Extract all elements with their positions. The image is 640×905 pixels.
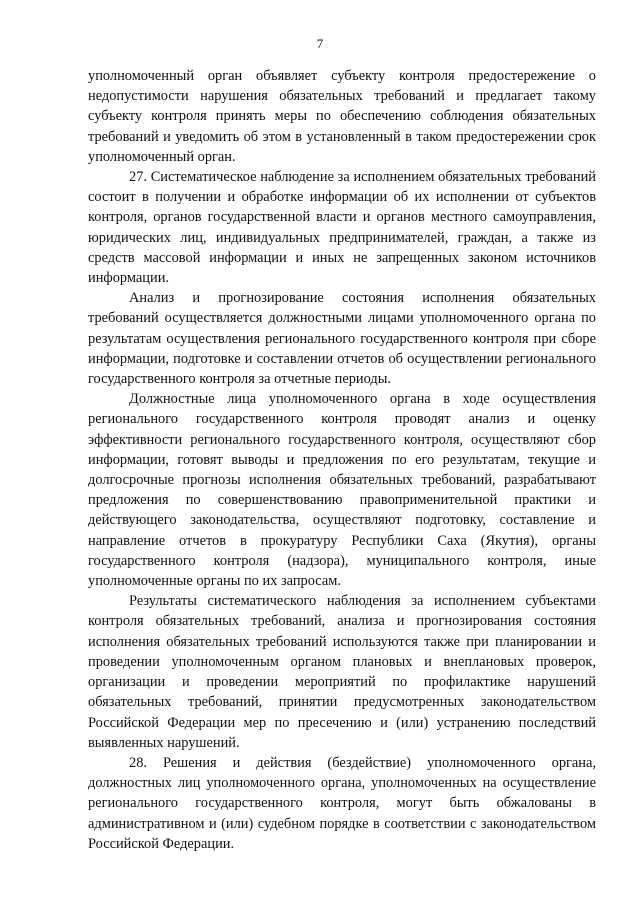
paragraph-analysis: Анализ и прогнозирование состояния исполнения обязательных требований осуществляется должностными лицами уполномоченного органа по результатам осуществления регионального государственного контроля при сборе информации, подготовке и составлении отчетов об осуществлении регионального государственного контроля за отчетные периоды. (88, 290, 596, 388)
document-body (88, 66, 596, 854)
paragraph-continuation: уполномоченный орган объявляет субъекту контроля предостережение о недопустимости нарушения обязательных требований и предлагает такому субъекту контроля принять меры по обеспечению соблюдения обязательных требований и уведомить об этом в установленный в таком предостережении срок уполномоченный орган. (88, 68, 596, 165)
paragraph-item-28: 28. Решения и действия (бездействие) уполномоченного органа, должностных лиц уполномоченного органа, уполномоченных на осуществление регионального государственного контроля, могут быть обжалованы в административном и (или) судебном порядке в соответствии с законодательством Российской Федерации. (88, 754, 596, 852)
paragraph-item-27: 27. Систематическое наблюдение за исполнением обязательных требований состоит в получении и обработке информации об их исполнении от субъектов контроля, органов государственной власти и органов местного самоуправления, юридических лиц, индивидуальных предпринимателей, граждан, а также из средств массовой информации и иных не запрещенных законом источников информации. (88, 169, 596, 287)
page-number: 7 (316, 36, 324, 51)
paragraph-officials: Должностные лица уполномоченного органа в ходе осуществления регионального государственного контроля проводят анализ и оценку эффективности регионального государственного контроля, осуществляют сбор информации, готовят выводы и предложения по его результатам, текущие и долгосрочные прогнозы исполнения обязательных требований, разрабатывают предложения по совершенствованию правоприменительной практики и действующего законодательства, осуществляют подготовку, составление и направление отчетов в прокуратуру Республики Саха (Якутия), органы государственного контроля (надзора), муниципального контроля, иные уполномоченные органы по их запросам. (88, 391, 596, 590)
paragraph-results: Результаты систематического наблюдения за исполнением субъектами контроля обязательных требований, анализа и прогнозирования состояния исполнения обязательных требований используются также при планировании и проведении уполномоченным органом плановых и внеплановых проверок, организации и проведении мероприятий по профилактике нарушений обязательных требований, принятии предусмотренных законодательством Российской Федерации мер по пресечению и (или) устранению последствий выявленных нарушений. (88, 593, 596, 751)
